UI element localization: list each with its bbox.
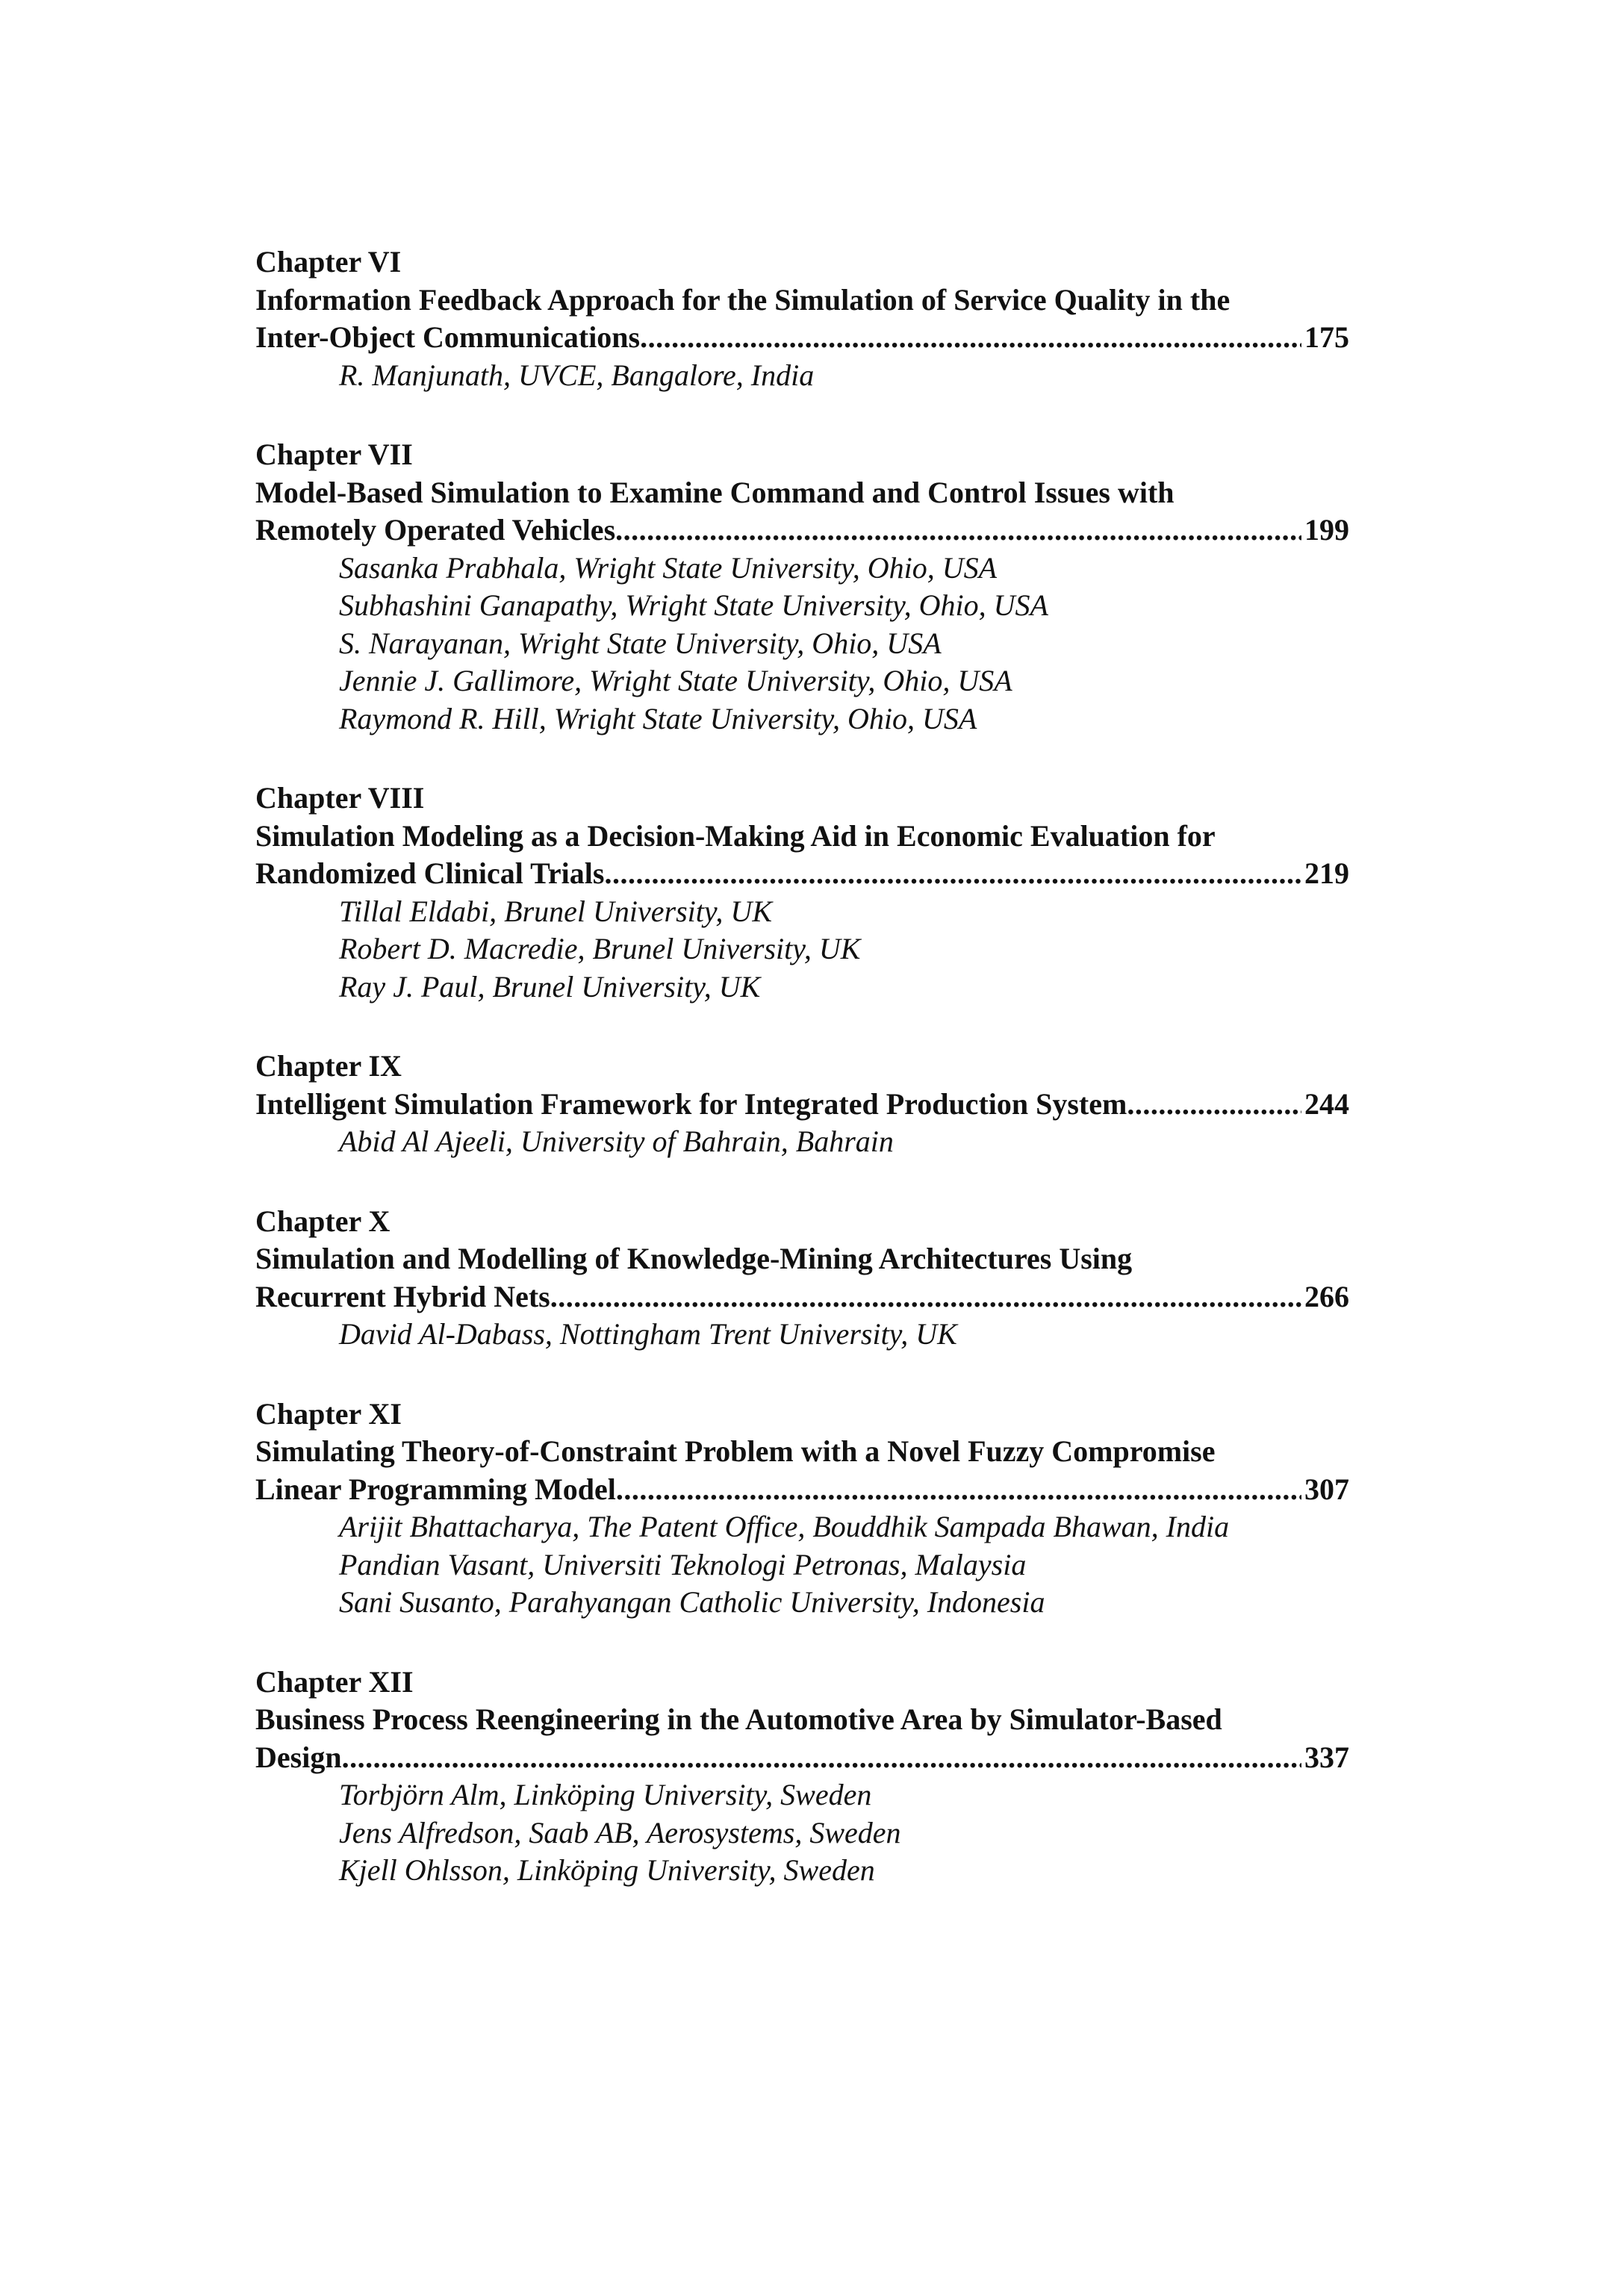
chapter-title-last-line[interactable] xyxy=(255,511,1349,550)
chapter-entry xyxy=(255,1048,1349,1161)
chapter-title-text: Linear Programming Model xyxy=(255,1472,616,1506)
author-list xyxy=(255,1123,1349,1161)
author-affiliation: Sani Susanto, Parahyangan Catholic University, Indonesia xyxy=(339,1585,1045,1619)
chapter-title-line[interactable]: Simulating Theory-of-Constraint Problem with a Novel Fuzzy Compromise xyxy=(255,1434,1216,1468)
dot-leader xyxy=(640,319,1301,357)
author-list xyxy=(255,1776,1349,1890)
author-affiliation: Pandian Vasant, Universiti Teknologi Petronas, Malaysia xyxy=(339,1547,1027,1581)
chapter-entry xyxy=(255,1396,1349,1622)
author-affiliation: Tillal Eldabi, Brunel University, UK xyxy=(339,894,772,928)
page-number: 244 xyxy=(1304,1086,1349,1121)
author-affiliation: Raymond R. Hill, Wright State University, Ohio, USA xyxy=(339,701,977,735)
chapter-title-text: Recurrent Hybrid Nets xyxy=(255,1279,550,1313)
author-list xyxy=(255,357,1349,395)
chapter-title-line[interactable]: Simulation and Modelling of Knowledge-Mining Architectures Using xyxy=(255,1242,1133,1275)
chapter-title-text: Intelligent Simulation Framework for Integrated Production System xyxy=(255,1086,1127,1121)
chapter-title-line[interactable]: Model-Based Simulation to Examine Command and Control Issues with xyxy=(255,475,1175,509)
table-of-contents xyxy=(255,243,1349,1932)
author-affiliation: Arijit Bhattacharya, The Patent Office, Bouddhik Sampada Bhawan, India xyxy=(339,1510,1230,1543)
author-affiliation: Ray J. Paul, Brunel University, UK xyxy=(339,969,761,1004)
page-number: 266 xyxy=(1304,1279,1349,1313)
chapter-label: Chapter X xyxy=(255,1204,391,1238)
chapter-entry xyxy=(255,436,1349,738)
chapter-label: Chapter IX xyxy=(255,1049,402,1083)
dot-leader xyxy=(550,1278,1301,1316)
chapter-entry xyxy=(255,1664,1349,1890)
page-number: 219 xyxy=(1304,856,1349,890)
chapter-title-line[interactable]: Business Process Reengineering in the Automotive Area by Simulator-Based xyxy=(255,1702,1222,1736)
dot-leader xyxy=(1127,1086,1301,1124)
author-affiliation: S. Narayanan, Wright State University, Ohio, USA xyxy=(339,626,942,660)
page-number: 175 xyxy=(1304,320,1349,354)
author-affiliation: David Al-Dabass, Nottingham Trent University, UK xyxy=(339,1317,957,1351)
chapter-entry xyxy=(255,1203,1349,1354)
chapter-title-text: Remotely Operated Vehicles xyxy=(255,513,616,547)
dot-leader xyxy=(604,855,1301,893)
author-affiliation: Jennie J. Gallimore, Wright State University, Ohio, USA xyxy=(339,664,1012,697)
chapter-title-last-line[interactable] xyxy=(255,319,1349,357)
chapter-title-last-line[interactable] xyxy=(255,1471,1349,1509)
dot-leader xyxy=(342,1739,1301,1777)
author-affiliation: Torbjörn Alm, Linköping University, Sweden xyxy=(339,1778,872,1811)
author-list xyxy=(255,893,1349,1007)
chapter-title-text: Design xyxy=(255,1740,342,1774)
chapter-entry xyxy=(255,780,1349,1006)
chapter-title-line[interactable]: Information Feedback Approach for the Simulation of Service Quality in the xyxy=(255,282,1231,317)
author-list xyxy=(255,1508,1349,1622)
author-affiliation: Sasanka Prabhala, Wright State University, Ohio, USA xyxy=(339,550,998,585)
chapter-label: Chapter XII xyxy=(255,1664,414,1699)
chapter-label: Chapter XI xyxy=(255,1396,402,1431)
dot-leader xyxy=(616,1471,1301,1509)
author-affiliation: R. Manjunath, UVCE, Bangalore, India xyxy=(339,358,815,392)
chapter-title-line[interactable]: Simulation Modeling as a Decision-Making Aid in Economic Evaluation for xyxy=(255,818,1216,853)
chapter-entry xyxy=(255,243,1349,394)
chapter-label: Chapter VIII xyxy=(255,781,425,815)
author-list xyxy=(255,1316,1349,1354)
page-number: 199 xyxy=(1304,513,1349,547)
dot-leader xyxy=(615,511,1301,550)
chapter-label: Chapter VI xyxy=(255,245,402,279)
author-affiliation: Jens Alfredson, Saab AB, Aerosystems, Sweden xyxy=(339,1815,901,1849)
chapter-title-last-line[interactable] xyxy=(255,855,1349,893)
chapter-title-last-line[interactable] xyxy=(255,1278,1349,1316)
author-affiliation: Subhashini Ganapathy, Wright State University, Ohio, USA xyxy=(339,588,1048,622)
page-number: 307 xyxy=(1304,1472,1349,1506)
author-list xyxy=(255,550,1349,738)
author-affiliation: Robert D. Macredie, Brunel University, UK xyxy=(339,932,861,965)
chapter-title-last-line[interactable] xyxy=(255,1086,1349,1124)
chapter-title-last-line[interactable] xyxy=(255,1739,1349,1777)
chapter-title-text: Inter-Object Communications xyxy=(255,320,641,354)
page-number: 337 xyxy=(1304,1740,1349,1774)
chapter-title-text: Randomized Clinical Trials xyxy=(255,856,605,890)
author-affiliation: Kjell Ohlsson, Linköping University, Sweden xyxy=(339,1853,875,1887)
author-affiliation: Abid Al Ajeeli, University of Bahrain, Bahrain xyxy=(339,1124,894,1158)
chapter-label: Chapter VII xyxy=(255,438,413,471)
